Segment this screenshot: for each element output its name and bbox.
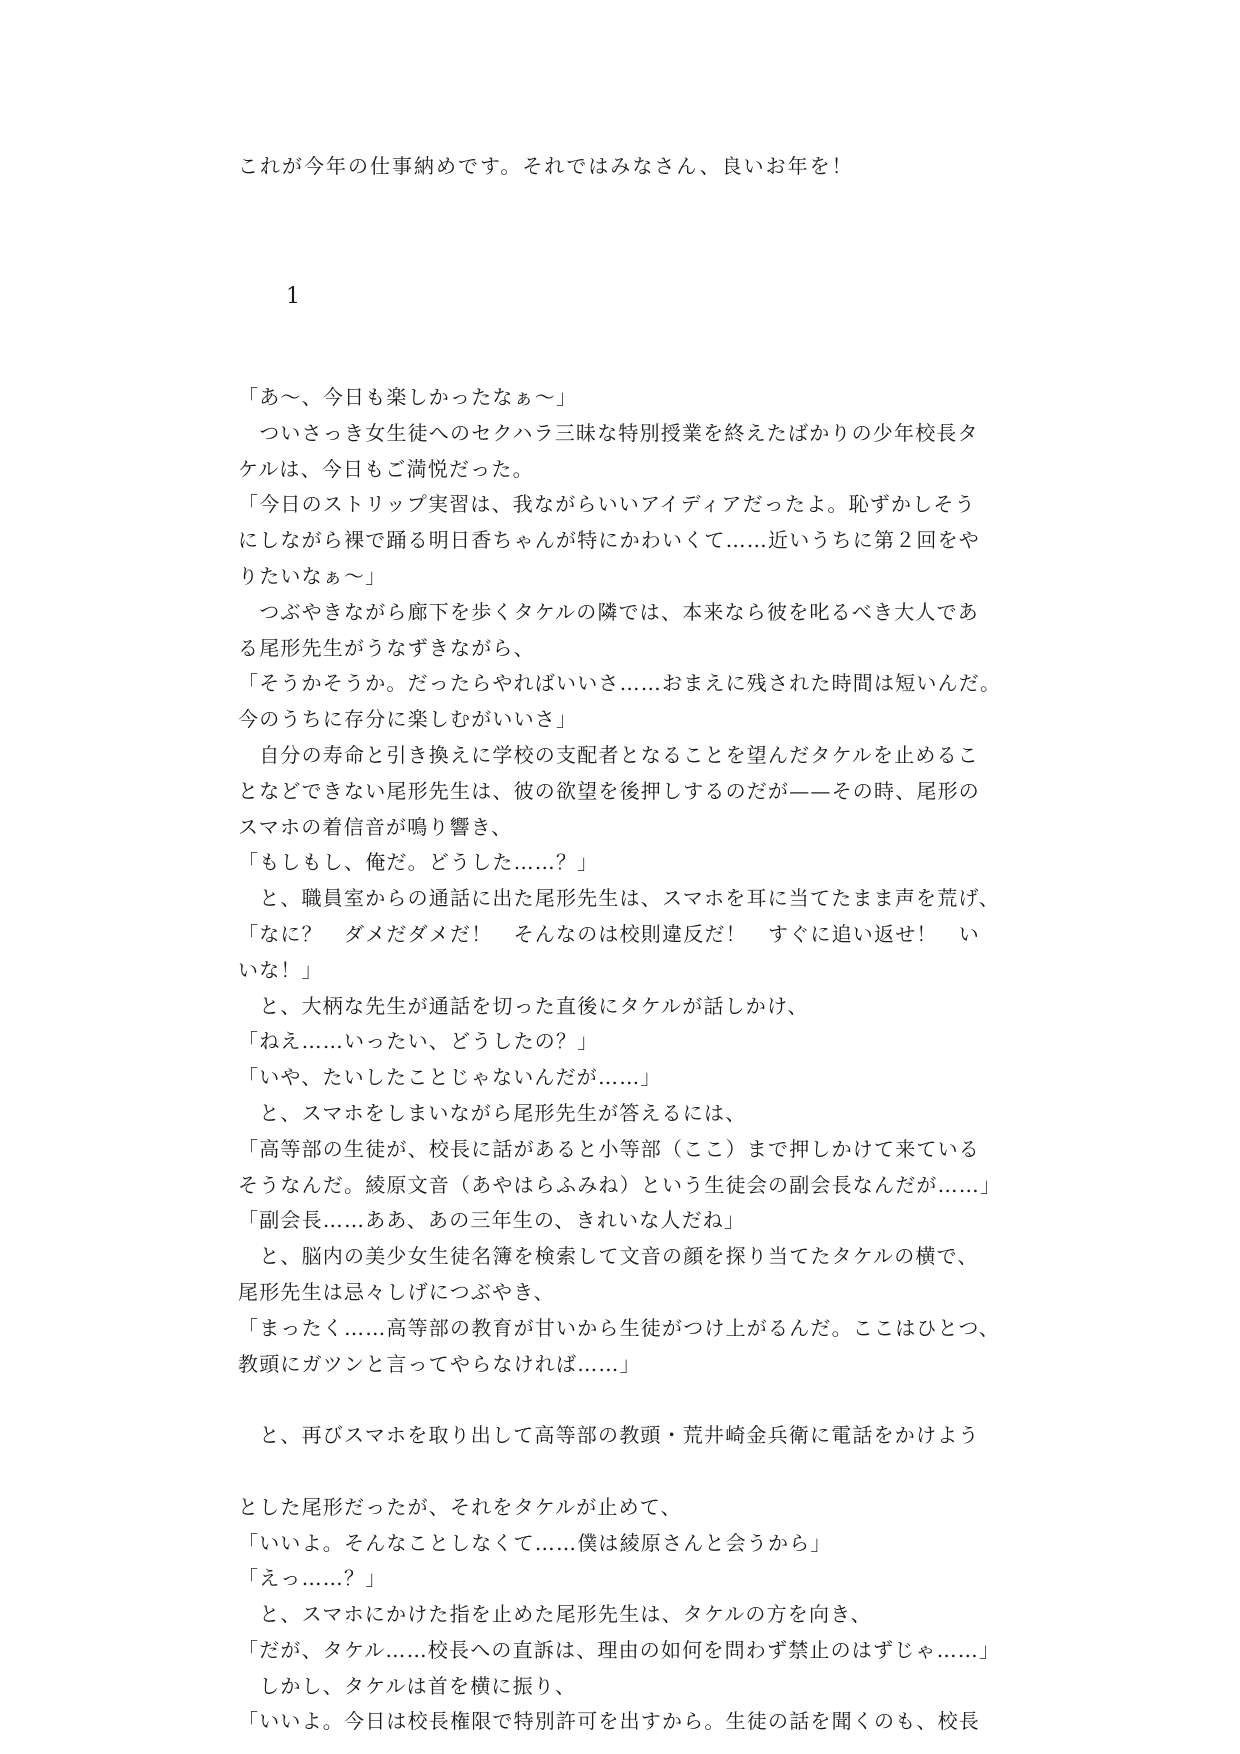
text-line: 「いいよ。今日は校長権限で特別許可を出すから。生徒の話を聞くのも、校長 (238, 1709, 980, 1734)
text-line: 自分の寿命と引き換えに学校の支配者となることを望んだタケルを止めるこ (238, 742, 979, 767)
text-line: と、スマホにかけた指を止めた尾形先生は、タケルの方を向き、 (238, 1602, 872, 1627)
text-line: 「いや、たいしたことじゃないんだが……」 (238, 1065, 662, 1090)
text-line: いな！」 (238, 957, 323, 982)
text-line: と、大柄な先生が通話を切った直後にタケルが話しかけ、 (238, 993, 809, 1018)
text-line: 「ねえ……いったい、どうしたの？」 (238, 1029, 599, 1054)
text-line: 「高等部の生徒が、校長に話があると小等部（ここ）まで押しかけて来ている (238, 1136, 980, 1161)
text-line: 「今日のストリップ実習は、我ながらいいアイディアだったよ。恥ずかしそう (238, 492, 976, 517)
chapter-number: 1 (286, 284, 300, 309)
text-line: りたいなぁ〜」 (238, 563, 387, 588)
text-line: そうなんだ。綾原文音（あやはらふみね）という生徒会の副会長なんだが……」 (238, 1172, 1002, 1197)
text-line: 「なに？ ダメだダメだ！ そんなのは校則違反だ！ すぐに追い返せ！ い (238, 921, 980, 946)
text-line: にしながら裸で踊る明日香ちゃんが特にかわいくて……近いうちに第２回をや (238, 528, 980, 553)
text-line: る尾形先生がうなずきながら、 (238, 635, 535, 660)
text-line: 教頭にガツンと言ってやらなければ……」 (238, 1351, 641, 1376)
text-line: ついさっき女生徒へのセクハラ三昧な特別授業を終えたばかりの少年校長タ (238, 420, 979, 445)
text-line: とした尾形だったが、それをタケルが止めて、 (238, 1494, 682, 1519)
text-line: しかし、タケルは首を横に振り、 (238, 1673, 577, 1698)
text-line: 「あ〜、今日も楽しかったなぁ〜」 (238, 385, 578, 409)
text-line: スマホの着信音が鳴り響き、 (238, 814, 513, 839)
text-line: 今のうちに存分に楽しむがいいさ」 (238, 707, 578, 732)
text-line: と、スマホをしまいながら尾形先生が答えるには、 (238, 1100, 747, 1125)
text-line: 尾形先生は忌々しげにつぶやき、 (238, 1279, 555, 1304)
intro-line: これが今年の仕事納めです。それではみなさん、良いお年を！ (238, 154, 854, 178)
text-line: つぶやきながら廊下を歩くタケルの隣では、本来なら彼を叱るべき大人であ (238, 599, 979, 624)
body-text (238, 380, 1008, 1740)
text-line: 「もしもし、俺だ。どうした……？」 (238, 850, 599, 875)
text-line: と、再びスマホを取り出して高等部の教頭・荒井崎金兵衛に電話をかけよう (238, 1423, 980, 1448)
text-line: 「副会長……ああ、あの三年生の、きれいな人だね」 (238, 1208, 746, 1233)
text-line: と、脳内の美少女生徒名簿を検索して文音の顔を探り当てたタケルの横で、 (238, 1244, 979, 1269)
text-line: と、職員室からの通話に出た尾形先生は、スマホを耳に当てたまま声を荒げ、 (238, 886, 1000, 911)
text-line: 「まったく……高等部の教育が甘いから生徒がつけ上がるんだ。ここはひとつ、 (238, 1315, 1000, 1340)
text-line: 「いいよ。そんなことしなくて……僕は綾原さんと会うから」 (238, 1530, 832, 1555)
text-line: 「だが、タケル……校長への直訴は、理由の如何を問わず禁止のはずじゃ……」 (238, 1637, 1001, 1662)
text-line: 「えっ……？」 (238, 1566, 387, 1591)
text-line: となどできない尾形先生は、彼の欲望を後押しするのだが——その時、尾形の (238, 778, 980, 803)
text-line: 「そうかそうか。だったらやればいいさ……おまえに残された時間は短いんだ。 (238, 671, 1002, 696)
text-line: ケルは、今日もご満悦だった。 (238, 456, 534, 481)
